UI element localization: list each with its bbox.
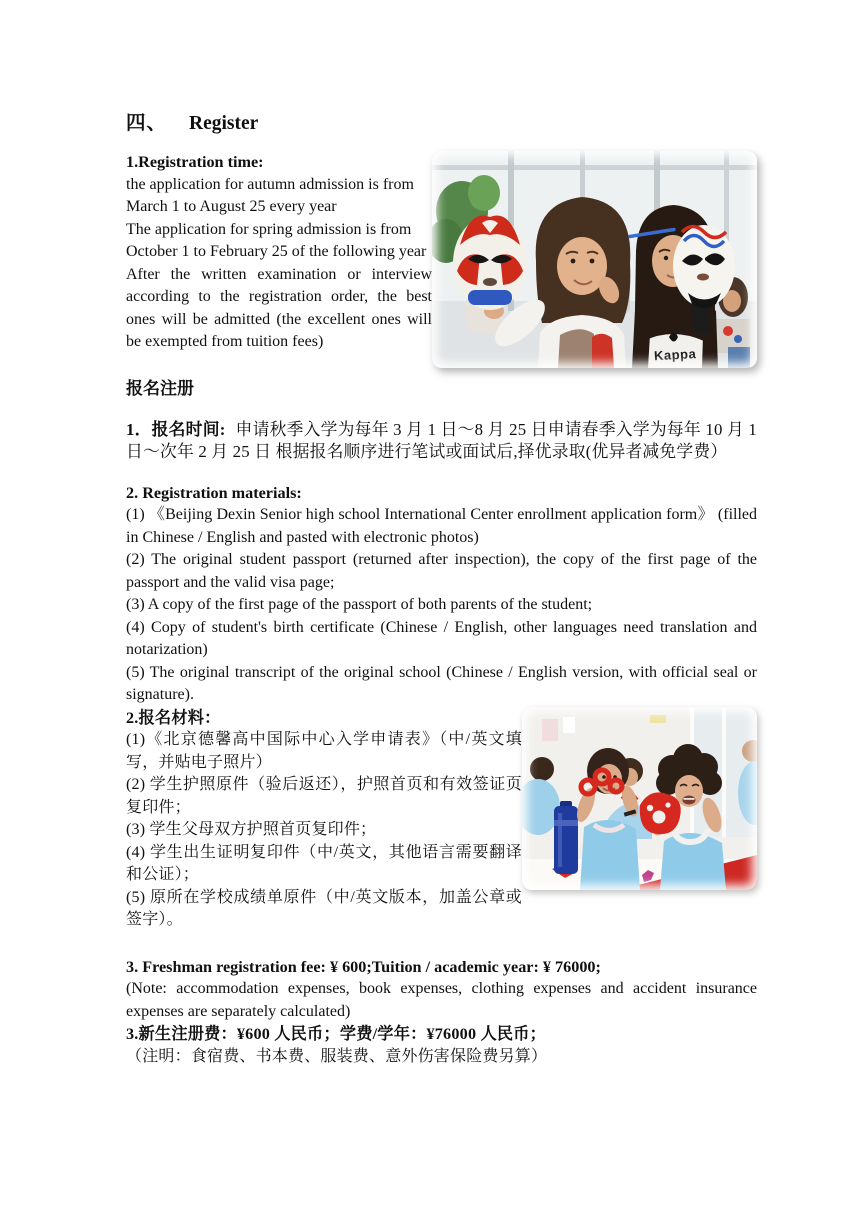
opera-mask-red (453, 216, 527, 310)
fees-section (126, 956, 757, 1069)
kappa-logo-text: Kappa (653, 346, 697, 364)
paper-cutting-illustration (522, 707, 757, 890)
materials-cn-item: (4) 学生出生证明复印件（中/英文，其他语言需要翻译和公证）； (126, 843, 522, 883)
red-paper-cutout (640, 792, 681, 834)
blue-bottle (554, 801, 578, 874)
cn-reg-time-label: 1．报名时间: (126, 419, 226, 439)
materials-cn-item: (1)《北京德馨高中国际中心入学申请表》（中/英文填写，并贴电子照片） (126, 731, 522, 771)
materials-en-item: (5) The original transcript of the original school (Chinese / English version, with official seal or signature). (126, 663, 757, 703)
section-number: 四、 (126, 113, 168, 134)
fees-heading-cn: 3.新生注册费：¥600 人民币；学费/学年：¥76000 人民币； (126, 1025, 547, 1043)
materials-en-item: (2) The original student passport (returned after inspection), the copy of the first page of the passport and the valid visa page; (126, 551, 757, 591)
materials-en-heading: 2. Registration materials: (126, 483, 302, 502)
cn-register-paragraph (126, 419, 757, 464)
materials-cn-heading: 2.报名材料： (126, 708, 221, 727)
registration-time-section (126, 151, 757, 464)
materials-cn-section (126, 707, 757, 932)
photo-paper-cutting (522, 707, 757, 890)
materials-cn-item: (5) 原所在学校成绩单原件（中/英文版本，加盖公章或签字）。 (126, 888, 522, 928)
materials-cn-item: (2) 学生护照原件（验后返还），护照首页和有效签证页复印件； (126, 776, 522, 816)
reg-time-line-autumn: the application for autumn admission is from March 1 to August 25 every year (126, 175, 414, 215)
cn-register-heading: 报名注册 (126, 378, 194, 398)
cn-reg-time-text: 申请秋季入学为每年 3 月 1 日～8 月 25 日申请春季入学为每年 10 月 1 日～次年 2 月 25 日 根据报名顺序进行笔试或面试后,择优录取(优异者减免学费） (126, 419, 757, 461)
page-title: Register (189, 113, 259, 134)
fees-heading-en: 3. Freshman registration fee: ¥ 600;Tuition / academic year: ¥ 76000; (126, 957, 601, 976)
materials-en-item: (4) Copy of student's birth certificate (Chinese / English, other languages need translation and notarization) (126, 618, 757, 658)
materials-en-section (126, 482, 757, 707)
section-heading (126, 110, 757, 137)
fees-note-cn: （注明：食宿费、书本费、服装费、意外伤害保险费另算） (126, 1047, 548, 1065)
materials-cn-item: (3) 学生父母双方护照首页复印件； (126, 821, 377, 838)
reg-time-para-exam: After the written examination or interview according to the registration order, the best ones will be admitted (the excellent ones will be exempted from tuition fees) (126, 265, 432, 350)
fees-note-en: (Note: accommodation expenses, book expenses, clothing expenses and accident insurance expenses are separately calculated) (126, 980, 757, 1020)
reg-time-line-spring: The application for spring admission is from October 1 to February 25 of the following year (126, 220, 427, 260)
materials-en-item: (3) A copy of the first page of the passport of both parents of the student; (126, 596, 593, 613)
photo-opera-masks (432, 151, 757, 368)
reg-time-heading: 1.Registration time: (126, 153, 264, 171)
opera-masks-illustration (432, 151, 757, 368)
materials-en-item: (1) 《Beijing Dexin Senior high school International Center enrollment application form》 (filled in Chinese / English and pasted with electronic photos) (126, 506, 758, 546)
